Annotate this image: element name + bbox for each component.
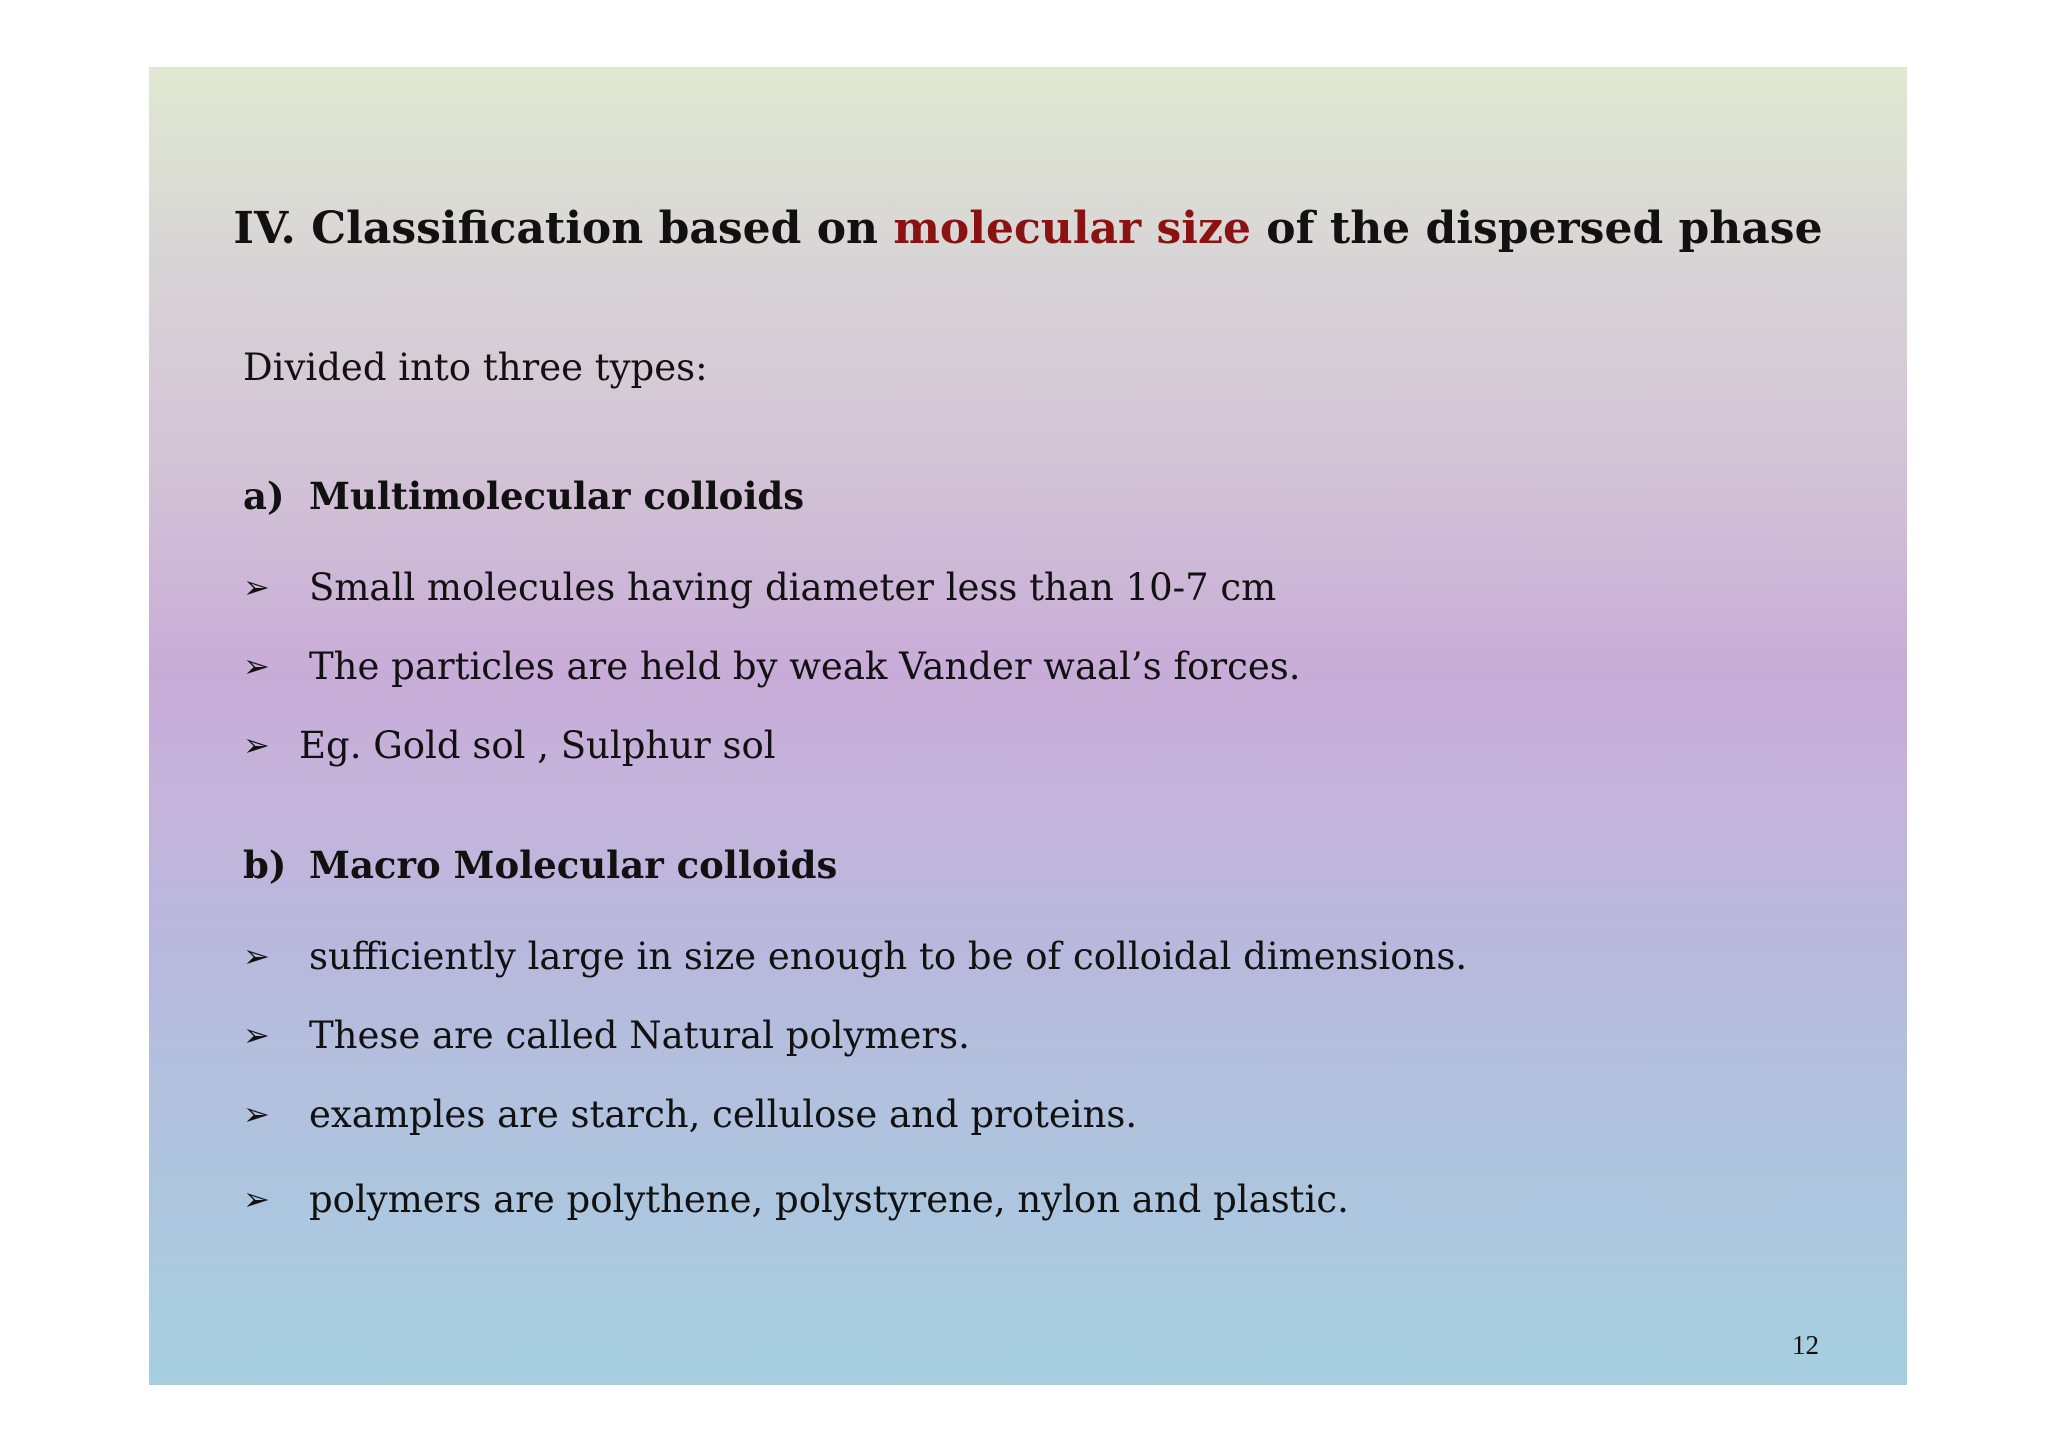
arrow-bullet-icon: ➢ bbox=[243, 568, 270, 606]
slide bbox=[149, 67, 1907, 1385]
list-item bbox=[243, 724, 776, 768]
list-item bbox=[243, 1014, 970, 1058]
page-number: 12 bbox=[1792, 1330, 1819, 1360]
arrow-bullet-icon: ➢ bbox=[243, 937, 270, 975]
bullet-text: examples are starch, cellulose and proteins. bbox=[309, 1093, 1138, 1136]
bullet-text: These are called Natural polymers. bbox=[309, 1014, 970, 1057]
arrow-bullet-icon: ➢ bbox=[243, 647, 270, 685]
section-letter: a) bbox=[243, 474, 285, 518]
list-item bbox=[243, 935, 1467, 979]
bullet-text: The particles are held by weak Vander waal’s forces. bbox=[309, 645, 1301, 688]
bullet-text: sufficiently large in size enough to be of colloidal dimensions. bbox=[309, 935, 1468, 978]
section-title: Macro Molecular colloids bbox=[309, 843, 838, 887]
arrow-bullet-icon: ➢ bbox=[243, 1095, 270, 1133]
section-heading-multimolecular bbox=[243, 474, 804, 518]
bullet-text: Small molecules having diameter less than 10-7 cm bbox=[309, 566, 1277, 609]
intro-text: Divided into three types: bbox=[243, 346, 708, 389]
title-highlight: molecular size bbox=[893, 203, 1251, 254]
bullet-text: polymers are polythene, polystyrene, nylon and plastic. bbox=[309, 1178, 1349, 1221]
slide-title bbox=[149, 203, 1907, 256]
list-item bbox=[243, 645, 1300, 689]
list-item bbox=[243, 1093, 1137, 1137]
arrow-bullet-icon: ➢ bbox=[243, 726, 270, 764]
title-text-end: of the dispersed phase bbox=[1250, 203, 1823, 254]
arrow-bullet-icon: ➢ bbox=[243, 1016, 270, 1054]
list-item bbox=[243, 1178, 1349, 1222]
section-letter: b) bbox=[243, 843, 287, 887]
arrow-bullet-icon: ➢ bbox=[243, 1180, 270, 1218]
section-heading-macromolecular bbox=[243, 843, 837, 887]
list-item bbox=[243, 566, 1276, 610]
title-text-start: IV. Classification based on bbox=[233, 203, 894, 254]
bullet-text: Eg. Gold sol , Sulphur sol bbox=[299, 724, 776, 767]
section-title: Multimolecular colloids bbox=[309, 474, 805, 518]
